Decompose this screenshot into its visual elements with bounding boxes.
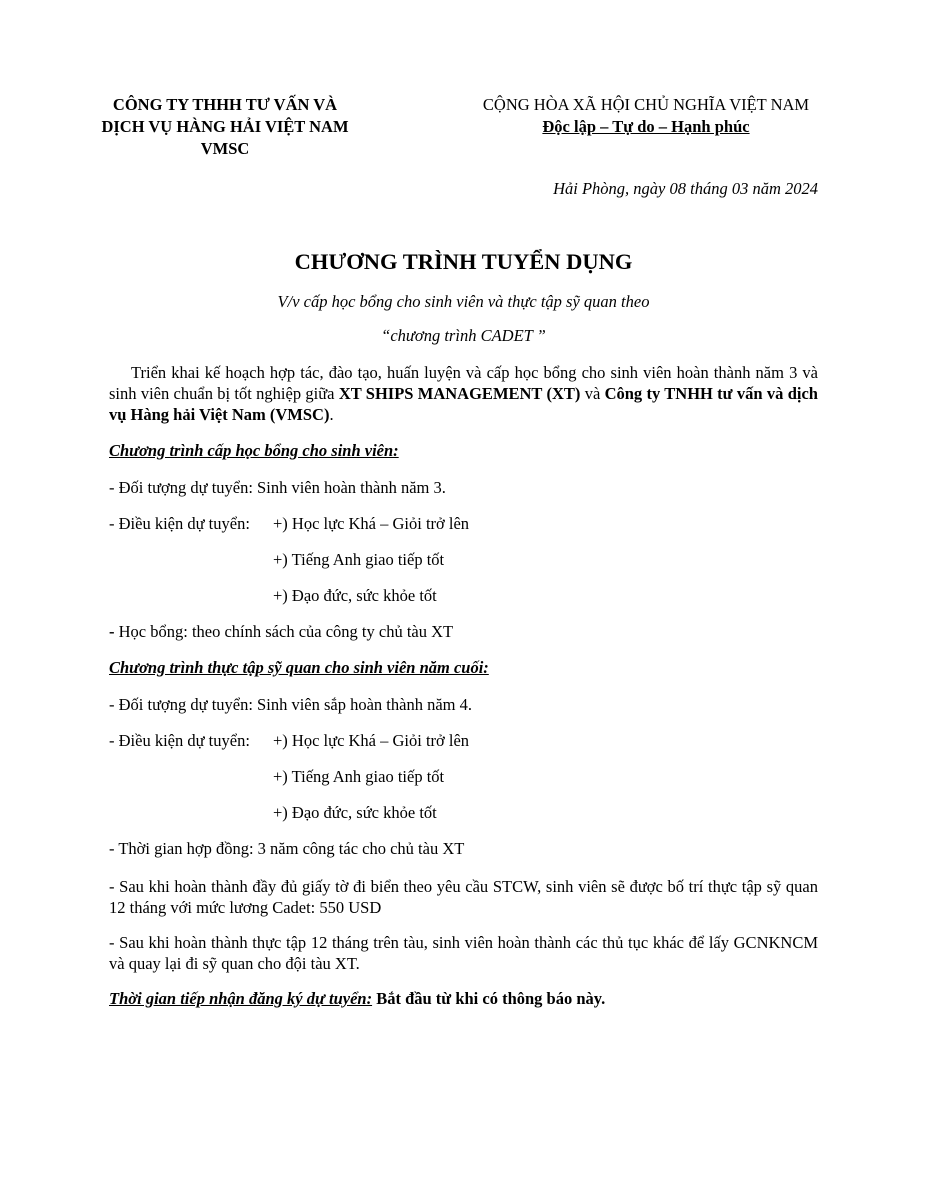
cadet-condition-1: +) Học lực Khá – Giỏi trở lên bbox=[273, 731, 470, 750]
registration-value: Bắt đầu từ khi có thông báo này. bbox=[372, 989, 606, 1008]
scholarship-condition-label: - Điều kiện dự tuyển: bbox=[109, 514, 250, 533]
document-subtitle-line1: V/v cấp học bổng cho sinh viên và thực tập sỹ quan theo bbox=[277, 292, 650, 311]
company-header bbox=[50, 94, 400, 160]
cadet-condition-3: +) Đạo đức, sức khỏe tốt bbox=[273, 803, 437, 822]
cadet-condition-2: +) Tiếng Anh giao tiếp tốt bbox=[273, 767, 445, 786]
document-subtitle-line2: “chương trình CADET ” bbox=[381, 326, 546, 345]
scholarship-benefit-dash: - bbox=[109, 622, 115, 641]
intro-partner-xt: XT SHIPS MANAGEMENT (XT) bbox=[338, 384, 581, 403]
company-name-line1: CÔNG TY THHH TƯ VẤN VÀ bbox=[112, 95, 338, 114]
cadet-target: - Đối tượng dự tuyển: Sinh viên sắp hoàn thành năm 4. bbox=[109, 695, 472, 714]
national-header bbox=[440, 94, 852, 138]
national-motto: Độc lập – Tự do – Hạnh phúc bbox=[542, 117, 750, 136]
intro-paragraph bbox=[109, 362, 818, 425]
scholarship-benefit-text: Học bổng: theo chính sách của công ty chủ tàu XT bbox=[114, 622, 454, 641]
date-place: Hải Phòng, ngày 08 tháng 03 năm 2024 bbox=[553, 179, 818, 198]
scholarship-target: - Đối tượng dự tuyển: Sinh viên hoàn thành năm 3. bbox=[109, 478, 446, 497]
intro-text-1: Triển khai kế hoạch hợp tác, đào tạo, huấn luyện và cấp học bổng cho sinh viên hoàn thành năm 3 và sinh viên chuẩn bị tốt nghiệp giữa bbox=[109, 363, 818, 403]
document-title: CHƯƠNG TRÌNH TUYỂN DỤNG bbox=[294, 249, 633, 274]
nation-title: CỘNG HÒA XÃ HỘI CHỦ NGHĨA VIỆT NAM bbox=[482, 95, 810, 114]
scholarship-condition-3: +) Đạo đức, sức khỏe tốt bbox=[273, 586, 437, 605]
scholarship-condition-2: +) Tiếng Anh giao tiếp tốt bbox=[273, 550, 445, 569]
scholarship-benefit bbox=[109, 622, 453, 642]
scholarship-condition-1: +) Học lực Khá – Giỏi trở lên bbox=[273, 514, 470, 533]
registration-period bbox=[109, 989, 605, 1009]
cadet-after-internship: - Sau khi hoàn thành thực tập 12 tháng trên tàu, sinh viên hoàn thành các thủ tục khác để lấy GCNKNCM và quay lại đi sỹ quan cho đội tàu XT. bbox=[109, 933, 818, 973]
intro-text-3: . bbox=[329, 405, 334, 424]
section-cadet-heading: Chương trình thực tập sỹ quan cho sinh viên năm cuối: bbox=[109, 658, 489, 677]
intro-partner-vmsc: Công ty TNHH tư vấn và dịch vụ Hàng hải Việt Nam (VMSC) bbox=[109, 384, 818, 424]
intro-text-2: và bbox=[580, 384, 605, 403]
section-scholarship-heading: Chương trình cấp học bổng cho sinh viên: bbox=[109, 441, 399, 460]
cadet-condition-label: - Điều kiện dự tuyển: bbox=[109, 731, 250, 750]
company-name-line2: DỊCH VỤ HÀNG HẢI VIỆT NAM bbox=[101, 117, 349, 136]
company-name-line3: VMSC bbox=[200, 139, 250, 158]
cadet-after-documents: - Sau khi hoàn thành đầy đủ giấy tờ đi biển theo yêu cầu STCW, sinh viên sẽ được bố trí thực tập sỹ quan 12 tháng với mức lương Cadet: 550 USD bbox=[109, 877, 818, 917]
cadet-contract: - Thời gian hợp đồng: 3 năm công tác cho chủ tàu XT bbox=[109, 839, 465, 858]
registration-label: Thời gian tiếp nhận đăng ký dự tuyển: bbox=[109, 989, 373, 1008]
